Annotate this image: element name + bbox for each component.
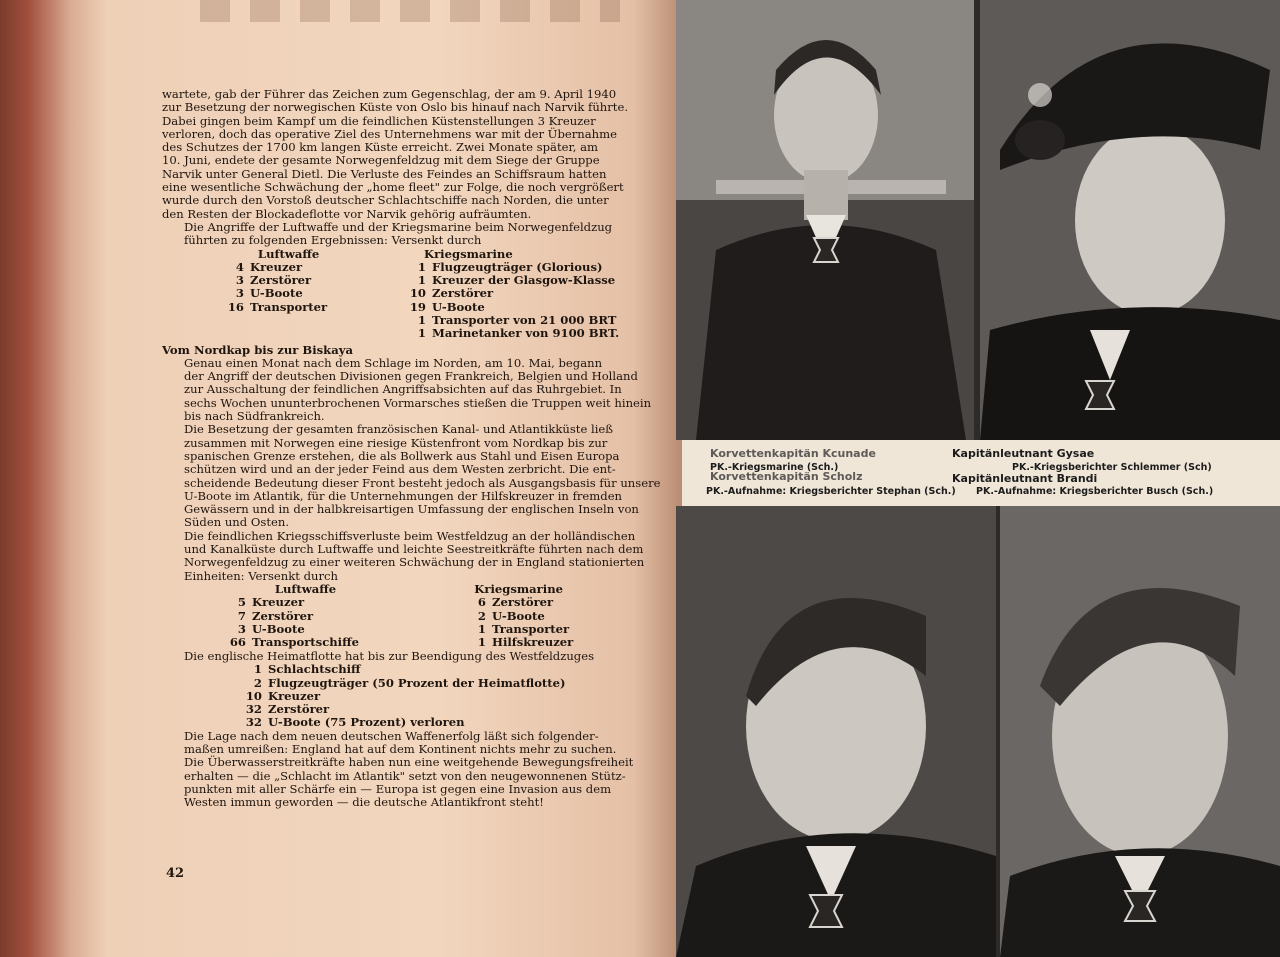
paragraph-7 <box>162 730 656 810</box>
portrait-photo-brandi <box>1000 506 1280 957</box>
text-line: spanischen Grenze erstehen, die als Bollwerk aus Stahl und Eisen Europa <box>184 448 620 463</box>
table-column-kriegsmarine <box>404 248 619 341</box>
row-label: U-Boote <box>492 608 545 623</box>
text-line: des Schutzes der 1700 km langen Küste erreicht. Zwei Monate später, am <box>162 140 599 155</box>
table-row <box>222 287 327 300</box>
portrait-figure <box>676 506 996 957</box>
caption-credit: PK.-Kriegsberichter Schlemmer (Sch) <box>1012 462 1212 473</box>
results-table-west <box>162 583 656 650</box>
row-count: 10 <box>245 688 262 703</box>
row-label: Zerstörer <box>252 608 314 623</box>
row-label: U-Boote <box>252 621 305 636</box>
table-row <box>404 327 619 340</box>
row-count: 66 <box>229 635 246 650</box>
table-row <box>222 274 327 287</box>
paragraph-5 <box>162 530 656 583</box>
row-count: 19 <box>409 299 426 314</box>
row-count: 2 <box>477 608 486 623</box>
portrait-figure <box>1000 506 1280 957</box>
book-edge <box>0 0 70 957</box>
text-line: punkten mit aller Schärfe ein — Europa ist gegen eine Invasion aus dem <box>184 781 612 796</box>
caption-credit: PK.-Aufnahme: Kriegsberichter Stephan (Sch.) <box>706 486 956 497</box>
row-count: 3 <box>235 286 244 301</box>
caption-name: Korvettenkapitän Kcunade <box>710 447 876 460</box>
text-line: und Kanalküste durch Luftwaffe und leichte Seestreitkräfte führten nach dem <box>184 542 644 557</box>
column-header: Kriegsmarine <box>424 246 513 261</box>
table-row <box>222 301 327 314</box>
table-row <box>240 716 656 729</box>
row-count: 1 <box>477 621 486 636</box>
row-label: Transportschiffe <box>252 635 359 650</box>
table-row <box>224 623 359 636</box>
row-label: Transporter <box>492 621 570 636</box>
text-line: Narvik unter General Dietl. Die Verluste des Feindes an Schiffsraum hatten <box>162 166 607 181</box>
text-line: Genau einen Monat nach dem Schlage im Norden, am 10. Mai, begann <box>184 355 603 370</box>
results-table-norway <box>162 248 656 341</box>
row-count: 7 <box>237 608 246 623</box>
text-line: verloren, doch das operative Ziel des Unternehmens war mit der Übernahme <box>162 126 617 141</box>
caption-credit: PK.-Kriegsmarine (Sch.) <box>710 462 839 473</box>
paragraph-2 <box>162 221 656 248</box>
row-label: Flugzeugträger (50 Prozent der Heimatflotte) <box>268 675 566 690</box>
text-line: wurde durch den Vorstoß deutscher Schlachtschiffe nach Norden, die unter <box>162 193 609 208</box>
paragraph-3 <box>162 357 656 423</box>
table-row <box>404 314 619 327</box>
text-line: erhalten — die „Schlacht im Atlantik" setzt von den neugewonnenen Stütz- <box>184 768 626 783</box>
table-row <box>240 690 656 703</box>
table-column-kriegsmarine <box>464 583 573 649</box>
page-text <box>162 87 661 810</box>
row-label: U-Boote <box>432 299 485 314</box>
row-count: 32 <box>245 715 262 730</box>
row-label: U-Boote <box>250 286 303 301</box>
table-row <box>464 623 573 636</box>
text-line: Die Überwasserstreitkräfte haben nun eine weitgehende Bewegungsfreiheit <box>184 755 634 770</box>
text-line: zur Besetzung der norwegischen Küste von Oslo bis hinauf nach Narvik führte. <box>162 100 629 115</box>
table-row <box>224 636 359 649</box>
text-line: führten zu folgenden Ergebnissen: Versenkt durch <box>184 233 482 248</box>
table-row <box>404 261 619 274</box>
row-count: 1 <box>417 273 426 288</box>
row-count: 2 <box>253 675 262 690</box>
row-count: 5 <box>237 595 246 610</box>
row-label: Kreuzer <box>250 259 303 274</box>
text-line: Die Lage nach dem neuen deutschen Waffenerfolg läßt sich folgender- <box>184 728 599 743</box>
text-line: Die Besetzung der gesamten französischen Kanal- und Atlantikküste ließ <box>184 422 614 437</box>
row-label: Schlachtschiff <box>268 662 361 677</box>
row-label: Flugzeugträger (Glorious) <box>432 259 603 274</box>
column-header: Kriegsmarine <box>474 581 563 596</box>
row-label: Zerstörer <box>268 702 330 717</box>
table-row <box>404 301 619 314</box>
row-label: Transporter <box>250 299 328 314</box>
table-row <box>240 663 656 676</box>
row-label: U-Boote (75 Prozent) verloren <box>268 715 465 730</box>
text-line: Gewässern und in der halbkreisartigen Umfassung der englischen Inseln von <box>184 502 639 517</box>
caption-name: Korvettenkapitän Scholz <box>710 470 863 483</box>
row-count: 4 <box>235 259 244 274</box>
row-label: Hilfskreuzer <box>492 635 574 650</box>
row-label: Kreuzer <box>252 595 305 610</box>
table-row <box>240 677 656 690</box>
portrait-photo-scholz <box>676 506 996 957</box>
row-count: 1 <box>253 662 262 677</box>
row-count: 1 <box>477 635 486 650</box>
row-label: Transporter von 21 000 BRT <box>432 313 617 328</box>
text-line: schützen wird und an der jeder Feind aus dem Westen zerbricht. Die ent- <box>184 462 616 477</box>
text-line: Dabei gingen beim Kampf um die feindlichen Küstenstellungen 3 Kreuzer <box>162 113 596 128</box>
section-heading: Vom Nordkap bis zur Biskaya <box>162 342 353 357</box>
text-line: zur Ausschaltung der feindlichen Angriffsabsichten auf das Ruhrgebiet. In <box>184 382 622 397</box>
row-count: 1 <box>417 259 426 274</box>
table-row <box>464 636 573 649</box>
table-row <box>222 261 327 274</box>
paragraph-4 <box>162 422 661 530</box>
losses-list <box>162 663 656 729</box>
page-number: 42 <box>166 866 185 881</box>
photo-caption-strip <box>682 440 1280 506</box>
table-row <box>464 610 573 623</box>
text-line: eine wesentliche Schwächung der „home fleet" zur Folge, die noch vergrößert <box>162 180 624 195</box>
row-label: Zerstörer <box>250 273 312 288</box>
row-count: 32 <box>245 702 262 717</box>
row-count: 6 <box>477 595 486 610</box>
table-row <box>224 596 359 609</box>
caption-credit: PK.-Aufnahme: Kriegsberichter Busch (Sch.) <box>976 486 1214 497</box>
row-count: 16 <box>227 299 244 314</box>
text-line: scheidende Bedeutung dieser Front besteht jedoch als Ausgangsbasis für unsere <box>184 475 661 490</box>
portrait-figure <box>980 0 1280 440</box>
text-line: Die Angriffe der Luftwaffe und der Kriegsmarine beim Norwegenfeldzug <box>184 219 613 234</box>
row-label: Zerstörer <box>492 595 554 610</box>
text-line: den Resten der Blockadeflotte vor Narvik gehörig aufräumten. <box>162 206 532 221</box>
table-row <box>404 274 619 287</box>
row-count: 10 <box>409 286 426 301</box>
text-line: Süden und Osten. <box>184 515 290 530</box>
text-line: Einheiten: Versenkt durch <box>184 568 339 583</box>
portrait-figure <box>676 0 974 440</box>
portrait-photo-kcunade <box>676 0 974 440</box>
row-label: Zerstörer <box>432 286 494 301</box>
paragraph-1 <box>162 88 656 221</box>
column-header: Luftwaffe <box>257 246 320 261</box>
table-column-luftwaffe <box>222 248 327 314</box>
row-count: 1 <box>417 326 426 341</box>
text-line: Westen immun geworden — die deutsche Atlantikfront steht! <box>184 795 544 810</box>
text-line: Norwegenfeldzug zu einer weiteren Schwächung der in England stationierten <box>184 555 645 570</box>
caption-name: Kapitänleutnant Gysae <box>952 447 1095 460</box>
portrait-photo-gysae <box>980 0 1280 440</box>
row-count: 3 <box>235 273 244 288</box>
column-header: Luftwaffe <box>274 581 337 596</box>
caption-name: Kapitänleutnant Brandi <box>952 472 1098 485</box>
table-row <box>404 287 619 300</box>
table-column-luftwaffe <box>224 583 359 649</box>
bleed-through-text <box>200 0 620 22</box>
table-row <box>240 703 656 716</box>
text-line: sechs Wochen ununterbrochenen Vormarsches stießen die Truppen weit hinein <box>184 395 652 410</box>
text-line: der Angriff der deutschen Divisionen gegen Frankreich, Belgien und Holland <box>184 369 638 384</box>
text-line: 10. Juni, endete der gesamte Norwegenfeldzug mit dem Siege der Gruppe <box>162 153 600 168</box>
table-row <box>224 610 359 623</box>
row-label: Kreuzer <box>268 688 321 703</box>
paragraph-6: Die englische Heimatflotte hat bis zur Beendigung des Westfeldzuges <box>184 648 595 663</box>
text-line: bis nach Südfrankreich. <box>184 409 325 424</box>
row-label: Kreuzer der Glasgow-Klasse <box>432 273 616 288</box>
text-line: U-Boote im Atlantik, für die Unternehmungen der Hilfskreuzer in fremden <box>184 488 623 503</box>
text-line: zusammen mit Norwegen eine riesige Küstenfront vom Nordkap bis zur <box>184 435 608 450</box>
table-row <box>464 596 573 609</box>
row-count: 3 <box>237 621 246 636</box>
text-line: wartete, gab der Führer das Zeichen zum Gegenschlag, der am 9. April 1940 <box>162 87 617 101</box>
text-line: maßen umreißen: England hat auf dem Kontinent nichts mehr zu suchen. <box>184 741 617 756</box>
row-label: Marinetanker von 9100 BRT. <box>432 326 620 341</box>
row-count: 1 <box>417 313 426 328</box>
text-line: Die feindlichen Kriegsschiffsverluste beim Westfeldzug an der holländischen <box>184 528 636 543</box>
